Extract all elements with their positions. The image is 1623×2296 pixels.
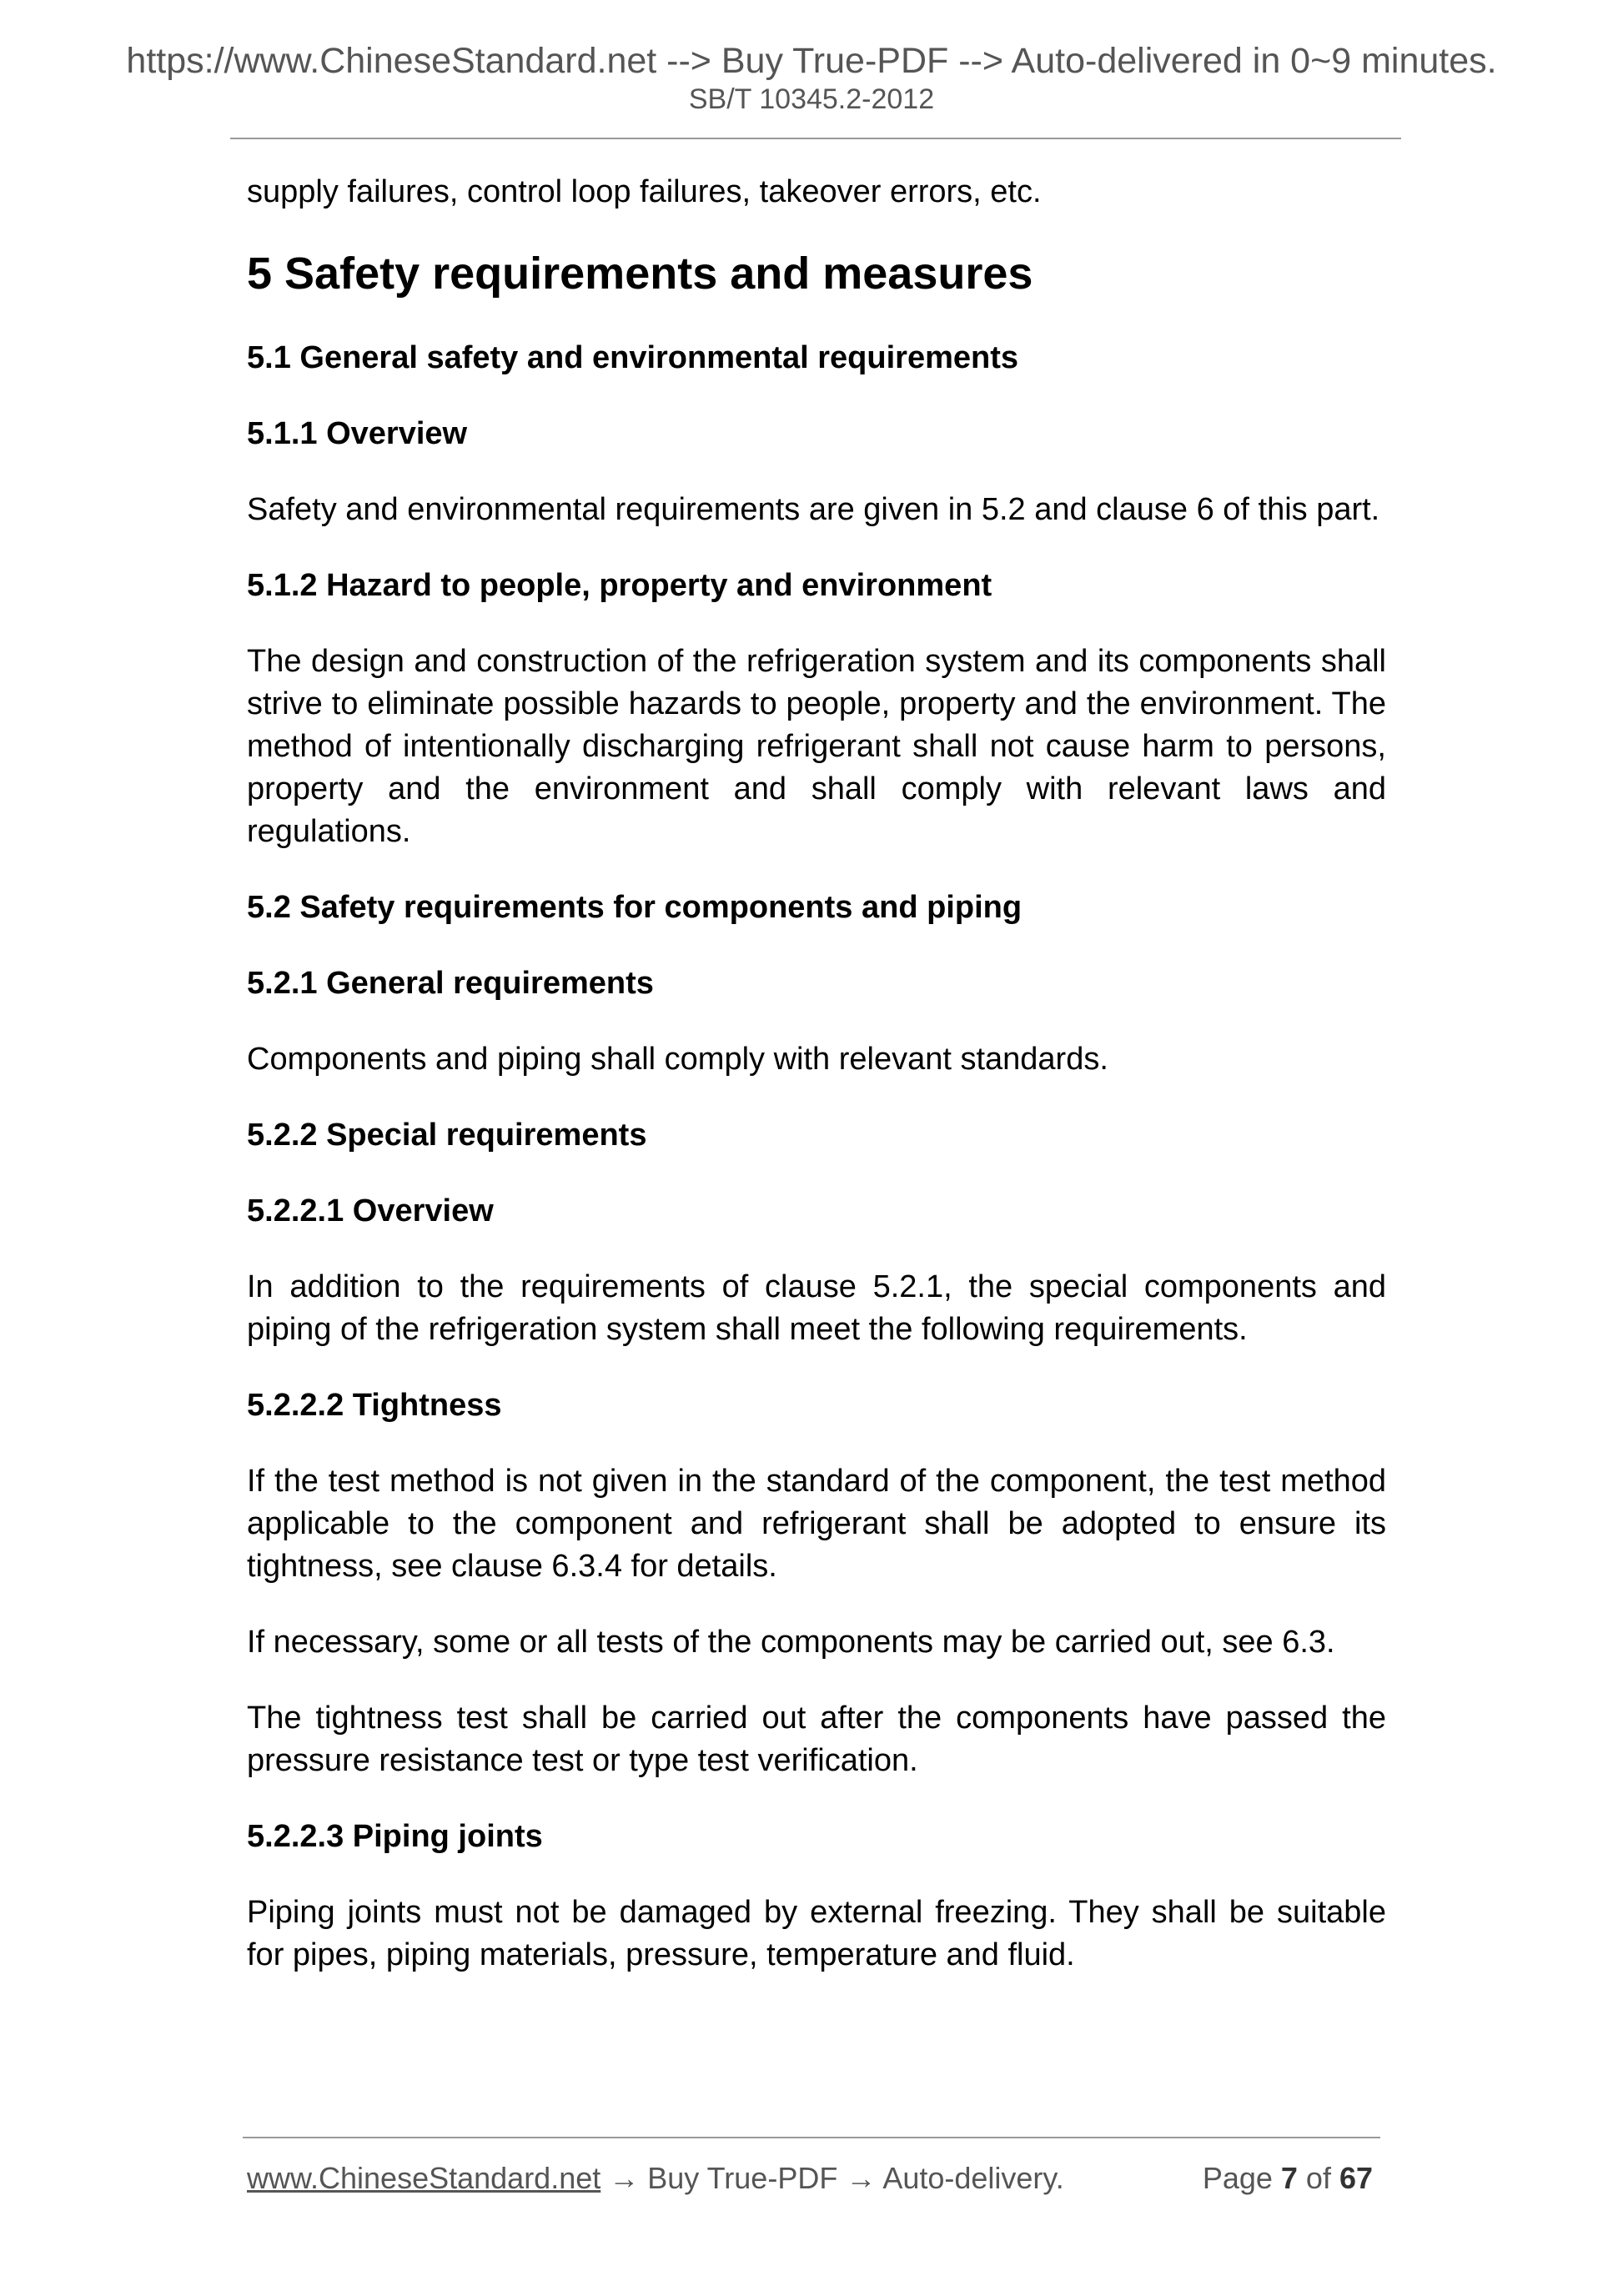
footer-left [247,2160,1064,2197]
footer-tagline: → Buy True-PDF → Auto-delivery. [600,2161,1064,2195]
section-5-1-2-text: The design and construction of the refrigeration system and its components shall strive to eliminate possible hazards to people, property and the environment. The method of intentionally discharging refrigerant shall not cause harm to persons, property and the environment and shall comply with relevant laws and regulations. [247,644,1386,849]
section-5-2-heading: 5.2 Safety requirements for components and piping [247,890,1023,925]
section-5-2-2-1-heading: 5.2.2.1 Overview [247,1193,494,1228]
header-divider [230,138,1401,139]
section-5-2-2-3-text: Piping joints must not be damaged by external freezing. They shall be suitable for pipes, piping materials, pressure, temperature and fluid. [247,1895,1386,1972]
section-5-2-1-heading: 5.2.1 General requirements [247,966,654,1001]
section-5-2-2-2-text-2: If necessary, some or all tests of the components may be carried out, see 6.3. [247,1625,1335,1660]
section-5-2-2-2-heading: 5.2.2.2 Tightness [247,1388,502,1423]
of-label: of [1297,2161,1339,2195]
section-5-2-2-2-text-1: If the test method is not given in the standard of the component, the test method applicable to the component and refrigerant shall be adopted to ensure its tightness, see clause 6.3.4 for details. [247,1464,1386,1584]
page-indicator [1203,2160,1373,2197]
footer-site-link[interactable]: www.ChineseStandard.net [247,2161,601,2195]
section-5-2-2-2-text-3: The tightness test shall be carried out after the components have passed the pressure resistance test or type test verification. [247,1701,1386,1778]
section-5-1-2-heading: 5.1.2 Hazard to people, property and environment [247,568,992,603]
section-5-heading: 5 Safety requirements and measures [247,249,1033,299]
section-5-1-1-heading: 5.1.1 Overview [247,416,468,451]
section-5-2-2-3-heading: 5.2.2.3 Piping joints [247,1819,543,1854]
document-code: SB/T 10345.2-2012 [688,83,935,115]
page-total: 67 [1339,2161,1373,2195]
section-5-2-2-heading: 5.2.2 Special requirements [247,1118,647,1153]
page-label: Page [1202,2161,1281,2195]
top-banner: https://www.ChineseStandard.net --> Buy True-PDF --> Auto-delivered in 0~9 minutes. [126,41,1497,81]
page-number: 7 [1280,2161,1298,2195]
section-5-2-1-text: Components and piping shall comply with relevant standards. [247,1042,1108,1077]
section-5-1-1-text: Safety and environmental requirements are given in 5.2 and clause 6 of this part. [247,492,1380,527]
page-content [247,171,1386,2010]
footer-divider [243,2137,1380,2138]
section-5-1-heading: 5.1 General safety and environmental requirements [247,340,1019,375]
section-5-2-2-1-text: In addition to the requirements of clause 5.2.1, the special components and piping of the refrigeration system shall meet the following requirements. [247,1269,1386,1347]
intro-paragraph: supply failures, control loop failures, takeover errors, etc. [247,174,1042,209]
